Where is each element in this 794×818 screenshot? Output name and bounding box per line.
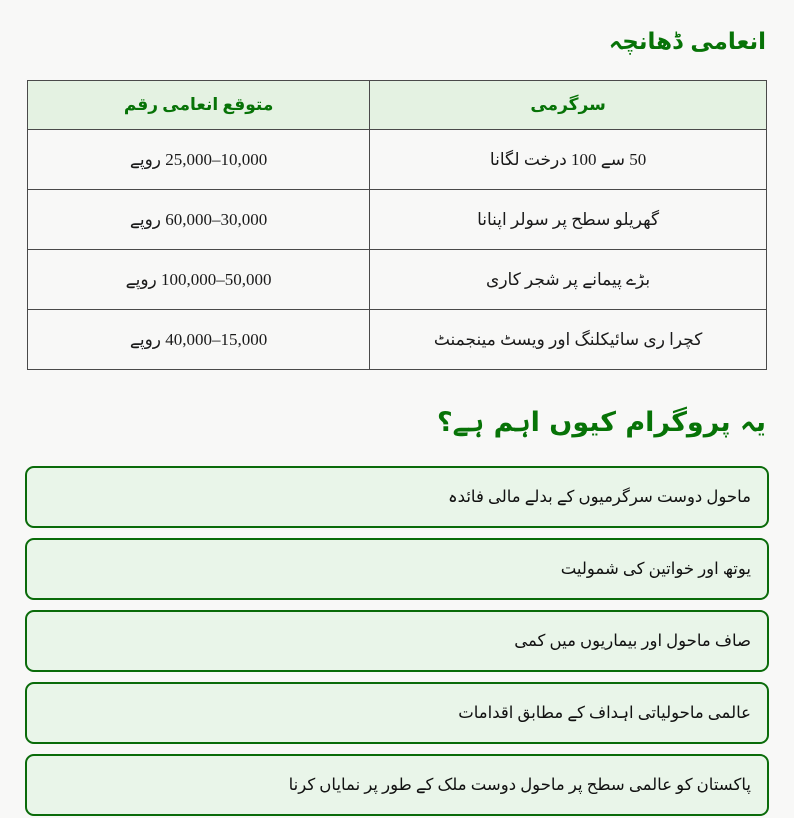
amount-cell: 10,000–25,000 روپے <box>28 130 370 190</box>
table-header-row <box>28 81 767 130</box>
table-header-activity: سرگرمی <box>370 81 767 130</box>
activity-cell: کچرا ری سائیکلنگ اور ویسٹ مینجمنٹ <box>370 310 767 370</box>
table-row <box>28 250 767 310</box>
table-row <box>28 310 767 370</box>
activity-cell: بڑے پیمانے پر شجر کاری <box>370 250 767 310</box>
benefit-box-list <box>0 466 794 816</box>
table-header-expected-amount: متوقع انعامی رقم <box>28 81 370 130</box>
benefit-box <box>25 538 769 600</box>
benefit-box-label: یوتھ اور خواتین کی شمولیت <box>560 558 751 578</box>
reward-table-container <box>0 80 794 370</box>
benefit-box <box>25 466 769 528</box>
benefit-box-label: عالمی ماحولیاتی اہداف کے مطابق اقدامات <box>458 702 751 722</box>
table-row <box>28 190 767 250</box>
why-important-title: یہ پروگرام کیوں اہم ہے؟ <box>436 407 766 439</box>
activity-cell: 50 سے 100 درخت لگانا <box>370 130 767 190</box>
amount-cell: 30,000–60,000 روپے <box>28 190 370 250</box>
benefit-box <box>25 682 769 744</box>
benefit-box <box>25 610 769 672</box>
benefit-box <box>25 754 769 816</box>
amount-cell: 15,000–40,000 روپے <box>28 310 370 370</box>
reward-table <box>27 80 767 370</box>
benefit-box-label: ماحول دوست سرگرمیوں کے بدلے مالی فائدہ <box>448 486 751 506</box>
benefit-box-label: پاکستان کو عالمی سطح پر ماحول دوست ملک کے طور پر نمایاں کرنا <box>288 774 751 794</box>
amount-cell: 50,000–100,000 روپے <box>28 250 370 310</box>
table-row <box>28 130 767 190</box>
activity-cell: گھریلو سطح پر سولر اپنانا <box>370 190 767 250</box>
reward-structure-title: انعامی ڈھانچہ <box>608 28 766 55</box>
benefit-box-label: صاف ماحول اور بیماریوں میں کمی <box>514 630 751 650</box>
